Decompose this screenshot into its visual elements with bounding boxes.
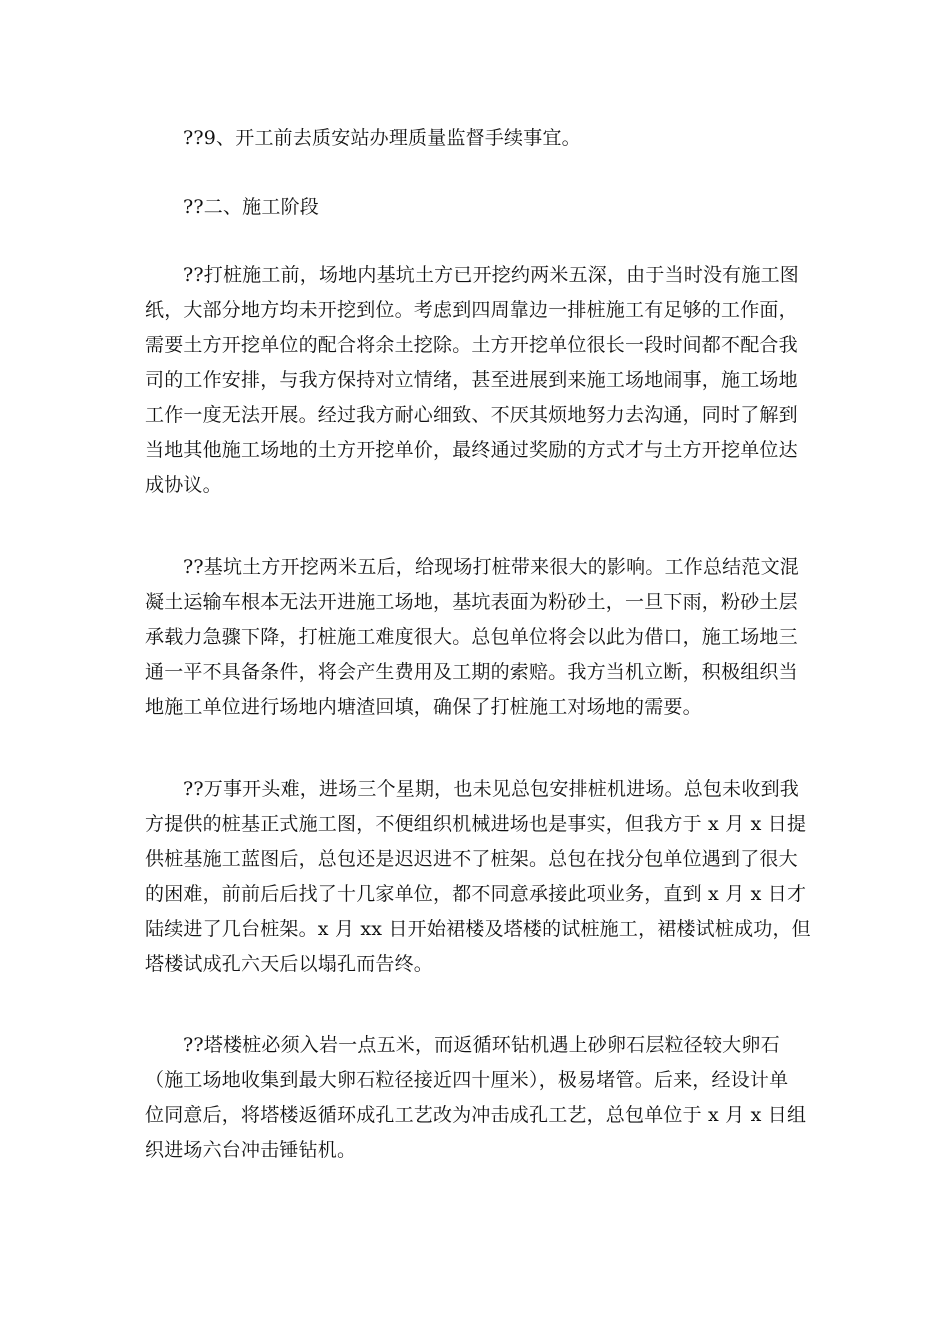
text-line: ??万事开头难，进场三个星期，也未见总包安排桩机进场。总包未收到我 xyxy=(183,778,799,800)
text-line: 需要土方开挖单位的配合将余土挖除。土方开挖单位很长一段时间都不配合我 xyxy=(145,334,798,356)
paragraph-pile-frame-entry xyxy=(145,772,811,982)
text-line: 通一平不具备条件，将会产生费用及工期的索赔。我方当机立断，积极组织当 xyxy=(145,661,798,683)
text-line: 纸，大部分地方均未开挖到位。考虑到四周靠边一排桩施工有足够的工作面， xyxy=(145,299,798,321)
text-line: 织进场六台冲击锤钻机。 xyxy=(145,1139,357,1161)
text-line: ??塔楼桩必须入岩一点五米，而返循环钻机遇上砂卵石层粒径较大卵石 xyxy=(183,1034,780,1056)
section-heading-construction-stage xyxy=(145,190,805,225)
text-line: 陆续进了几台桩架。x 月 xx 日开始裙楼及塔楼的试桩施工，裙楼试桩成功，但 xyxy=(145,918,811,940)
text-line: 地施工单位进行场地内塘渣回填，确保了打桩施工对场地的需要。 xyxy=(145,696,702,718)
text-line: ??9、开工前去质安站办理质量监督手续事宜。 xyxy=(183,127,581,149)
text-line: 承载力急骤下降，打桩施工难度很大。总包单位将会以此为借口，施工场地三 xyxy=(145,626,798,648)
text-line: 供桩基施工蓝图后，总包还是迟迟进不了桩架。总包在找分包单位遇到了很大 xyxy=(145,848,798,870)
paragraph-piling-preparation xyxy=(145,258,805,503)
text-line: ??基坑土方开挖两米五后，给现场打桩带来很大的影响。工作总结范文混 xyxy=(183,556,799,578)
text-line: ??打桩施工前，场地内基坑土方已开挖约两米五深，由于当时没有施工图 xyxy=(183,264,799,286)
text-line: ??二、施工阶段 xyxy=(183,196,319,218)
text-line: 工作一度无法开展。经过我方耐心细致、不厌其烦地努力去沟通，同时了解到 xyxy=(145,404,798,426)
text-line: 凝土运输车根本无法开进施工场地，基坑表面为粉砂土，一旦下雨，粉砂土层 xyxy=(145,591,798,613)
paragraph-foundation-pit xyxy=(145,550,805,725)
text-line: 位同意后，将塔楼返循环成孔工艺改为冲击成孔工艺，总包单位于 x 月 x 日组 xyxy=(145,1104,807,1126)
paragraph-item-9 xyxy=(145,121,805,156)
text-line: （施工场地收集到最大卵石粒径接近四十厘米），极易堵管。后来，经设计单 xyxy=(145,1069,789,1091)
text-line: 当地其他施工场地的土方开挖单价，最终通过奖励的方式才与土方开挖单位达 xyxy=(145,439,798,461)
text-line: 塔楼试成孔六天后以塌孔而告终。 xyxy=(145,953,434,975)
text-line: 的困难，前前后后找了十几家单位，都不同意承接此项业务，直到 x 月 x 日才 xyxy=(145,883,807,905)
paragraph-tower-piles xyxy=(145,1028,805,1168)
text-line: 成协议。 xyxy=(145,474,222,496)
text-line: 方提供的桩基正式施工图，不便组织机械进场也是事实，但我方于 x 月 x 日提 xyxy=(145,813,807,835)
text-line: 司的工作安排，与我方保持对立情绪，甚至进展到来施工场地闹事，施工场地 xyxy=(145,369,798,391)
